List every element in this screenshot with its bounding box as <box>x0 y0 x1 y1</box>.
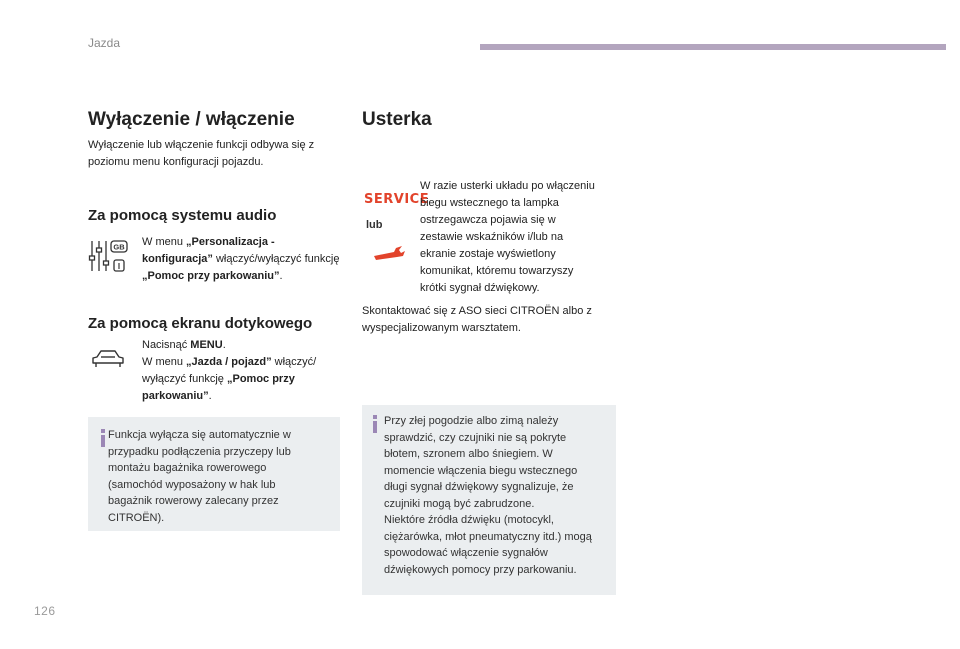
audio-heading: Za pomocą systemu audio <box>88 207 277 224</box>
audio-prefix: W menu <box>142 236 187 248</box>
touch-heading: Za pomocą ekranu dotykowego <box>88 315 313 332</box>
touch-menu-prefix: W menu <box>142 356 187 368</box>
touch-menu-line <box>142 354 340 405</box>
touch-menu-name: „Jazda / pojazd” <box>186 356 272 368</box>
svg-text:GB: GB <box>113 242 125 252</box>
chapter-title: Jazda <box>88 36 121 50</box>
note-weather-p2: Niektóre źródła dźwięku (motocykl, ciężarówka, młot pneumatyczny itd.) mogą spowodować włączenie sygnałów dźwiękowych pomocy przy parkowaniu. <box>384 514 592 576</box>
chapter-bar <box>480 44 946 50</box>
service-warning-icon: SERVICE <box>364 192 430 207</box>
car-icon <box>90 348 126 375</box>
touch-press-prefix: Nacisnąć <box>142 339 191 351</box>
note-trailer-text: Funkcja wyłącza się automatycznie w przypadku podłączenia przyczepy lub montażu bagażnika rowerowego (samochód wyposażony w hak lub bagażnik rowerowy zalecany przez CITROËN). <box>108 429 291 524</box>
touch-function-name: „Pomoc przy parkowaniu” <box>142 373 295 402</box>
audio-menu-name: „Personalizacja - konfiguracja” <box>142 236 275 265</box>
fault-description: W razie usterki układu po włączeniu biegu wstecznego ta lampka ostrzegawcza pojawia się w zestawie wskaźników i/lub na ekranie zostaje wyświetlony komunikat, któremu towarzyszy krótki sygnał dźwiękowy. <box>420 180 595 294</box>
touch-instruction <box>142 337 340 405</box>
wrench-icon <box>372 244 406 267</box>
or-label: lub <box>366 219 383 231</box>
note-weather-p1: Przy złej pogodzie albo zimą należy sprawdzić, czy czujniki nie są pokryte błotem, szronem albo śniegiem. W momencie włączenia biegu wstecznego długi sygnał dźwiękowy sygnalizuje, że czujniki mogą być zabrudzone. <box>384 415 578 510</box>
info-note-trailer <box>88 417 340 531</box>
audio-function-name: „Pomoc przy parkowaniu” <box>142 270 280 282</box>
audio-settings-icon <box>88 238 130 279</box>
audio-suffix: . <box>279 270 283 282</box>
section-title-fault: Usterka <box>362 109 432 130</box>
audio-middle: włączyć/wyłączyć funkcję <box>212 253 340 265</box>
contact-text: Skontaktować się z ASO sieci CITROËN albo z wyspecjalizowanym warsztatem. <box>362 305 592 334</box>
audio-instruction <box>142 234 342 285</box>
touch-press-suffix: . <box>222 339 226 351</box>
info-icon <box>368 415 382 433</box>
svg-text:I: I <box>117 262 121 271</box>
section-title-disable: Wyłączenie / włączenie <box>88 109 295 130</box>
note-weather-text <box>384 413 602 578</box>
page-number: 126 <box>34 604 56 618</box>
touch-press-line <box>142 337 340 354</box>
info-note-weather <box>362 405 616 595</box>
menu-key: MENU <box>190 339 223 351</box>
intro-text: Wyłączenie lub włączenie funkcji odbywa się z poziomu menu konfiguracji pojazdu. <box>88 139 315 168</box>
touch-suffix: . <box>208 390 212 402</box>
touch-middle: włączyć/ wyłączyć funkcję <box>142 356 317 385</box>
